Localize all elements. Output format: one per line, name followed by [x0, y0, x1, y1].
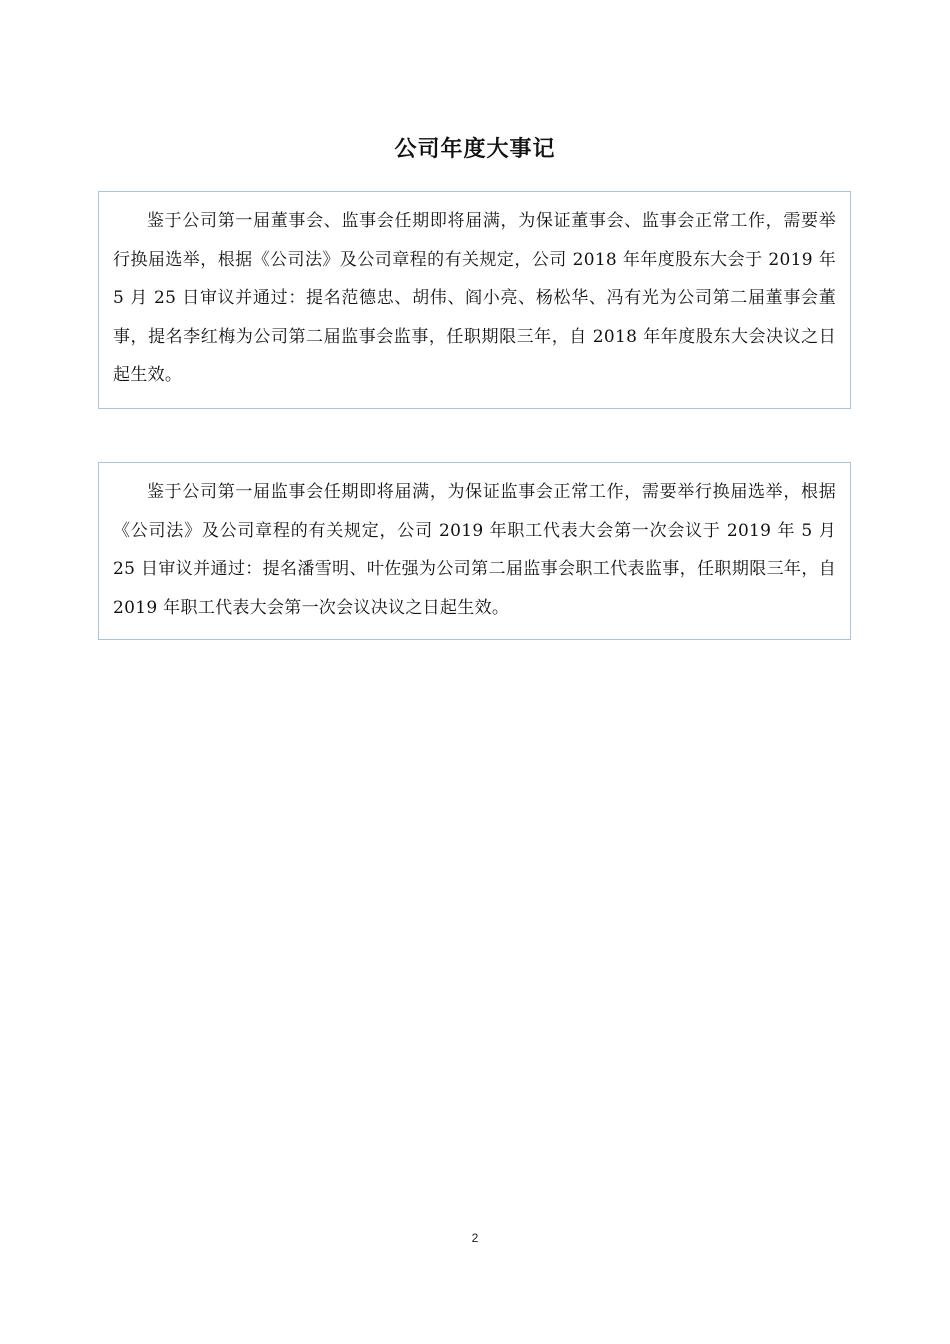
event-box-director-election	[98, 191, 851, 409]
page-number: 2	[471, 1231, 479, 1245]
page-title: 公司年度大事记	[394, 137, 556, 162]
event-paragraph: 鉴于公司第一届董事会、监事会任期即将届满，为保证董事会、监事会正常工作，需要举行换届选举，根据《公司法》及公司章程的有关规定，公司 2018 年年度股东大会于 2019 年 5 月 25 日审议并通过：提名范德忠、胡伟、阎小亮、杨松华、冯有光为公司第二届董事会董事，提名李红梅为公司第二届监事会监事，任职期限三年，自 2018 年年度股东大会决议之日起生效。	[113, 211, 836, 385]
event-box-supervisor-election	[98, 462, 851, 640]
event-paragraph: 鉴于公司第一届监事会任期即将届满，为保证监事会正常工作，需要举行换届选举，根据《公司法》及公司章程的有关规定，公司 2019 年职工代表大会第一次会议于 2019 年 5 月 25 日审议并通过：提名潘雪明、叶佐强为公司第二届监事会职工代表监事，任职期限三年，自 2019 年职工代表大会第一次会议决议之日起生效。	[113, 482, 836, 618]
